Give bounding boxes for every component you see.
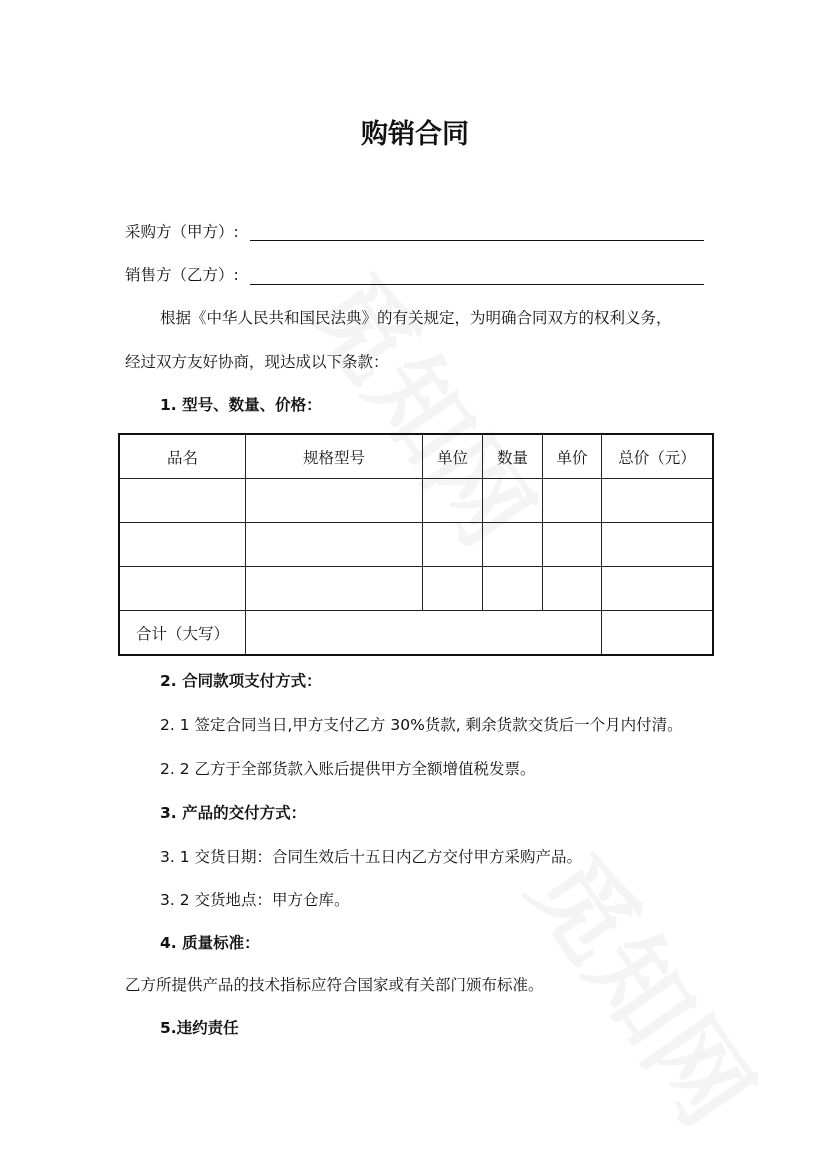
table-cell[interactable] xyxy=(543,567,602,611)
clause-text: 乙方所提供产品的技术指标应符合国家或有关部门颁布标准。 xyxy=(125,976,544,994)
section-heading: 3. 产品的交付方式： xyxy=(160,804,307,822)
seller-field[interactable] xyxy=(250,284,704,285)
table-cell[interactable] xyxy=(423,567,483,611)
seller-label: 销售方（乙方）: xyxy=(125,266,239,284)
table-cell[interactable] xyxy=(602,479,714,523)
section-heading: 1. 型号、数量、价格： xyxy=(160,396,322,414)
table-cell[interactable] xyxy=(483,567,543,611)
table-cell[interactable] xyxy=(602,523,714,567)
table-cell[interactable] xyxy=(543,523,602,567)
table-cell[interactable] xyxy=(483,479,543,523)
table-total-row xyxy=(119,611,713,656)
total-amount-words[interactable] xyxy=(246,611,602,656)
total-label: 合计（大写） xyxy=(119,611,246,656)
product-table xyxy=(118,433,714,656)
table-cell[interactable] xyxy=(246,523,423,567)
table-cell[interactable] xyxy=(423,479,483,523)
buyer-field[interactable] xyxy=(250,240,704,241)
table-cell[interactable] xyxy=(602,567,714,611)
section-heading: 5.违约责任 xyxy=(160,1019,239,1037)
table-cell[interactable] xyxy=(483,523,543,567)
table-cell[interactable] xyxy=(543,479,602,523)
clause-text: 3. 1 交货日期：合同生效后十五日内乙方交付甲方采购产品。 xyxy=(160,848,583,866)
intro-text: 根据《中华人民共和国民法典》的有关规定，为明确合同双方的权利义务， xyxy=(160,309,672,327)
table-row xyxy=(119,479,713,523)
clause-text: 3. 2 交货地点：甲方仓库。 xyxy=(160,891,350,909)
header-cell: 数量 xyxy=(483,434,543,479)
header-cell: 品名 xyxy=(119,434,246,479)
document-title: 购销合同 xyxy=(361,119,469,150)
clause-text: 2. 2 乙方于全部货款入账后提供甲方全额增值税发票。 xyxy=(160,760,536,778)
header-cell: 总价（元） xyxy=(602,434,714,479)
total-amount[interactable] xyxy=(602,611,714,656)
clause-text: 2. 1 签定合同当日,甲方支付乙方 30%货款, 剩余货款交货后一个月内付清。 xyxy=(160,716,683,734)
section-heading: 2. 合同款项支付方式： xyxy=(160,672,322,690)
buyer-label: 采购方（甲方）: xyxy=(125,223,239,241)
header-cell: 规格型号 xyxy=(246,434,423,479)
table-header-row xyxy=(119,434,713,479)
table-cell[interactable] xyxy=(119,523,246,567)
intro-text: 经过双方友好协商，现达成以下条款： xyxy=(125,353,389,371)
table-cell[interactable] xyxy=(246,567,423,611)
table-cell[interactable] xyxy=(423,523,483,567)
header-cell: 单位 xyxy=(423,434,483,479)
table-row xyxy=(119,567,713,611)
header-cell: 单价 xyxy=(543,434,602,479)
table-cell[interactable] xyxy=(119,567,246,611)
table-cell[interactable] xyxy=(246,479,423,523)
table-row xyxy=(119,523,713,567)
table-cell[interactable] xyxy=(119,479,246,523)
section-heading: 4. 质量标准： xyxy=(160,934,260,952)
